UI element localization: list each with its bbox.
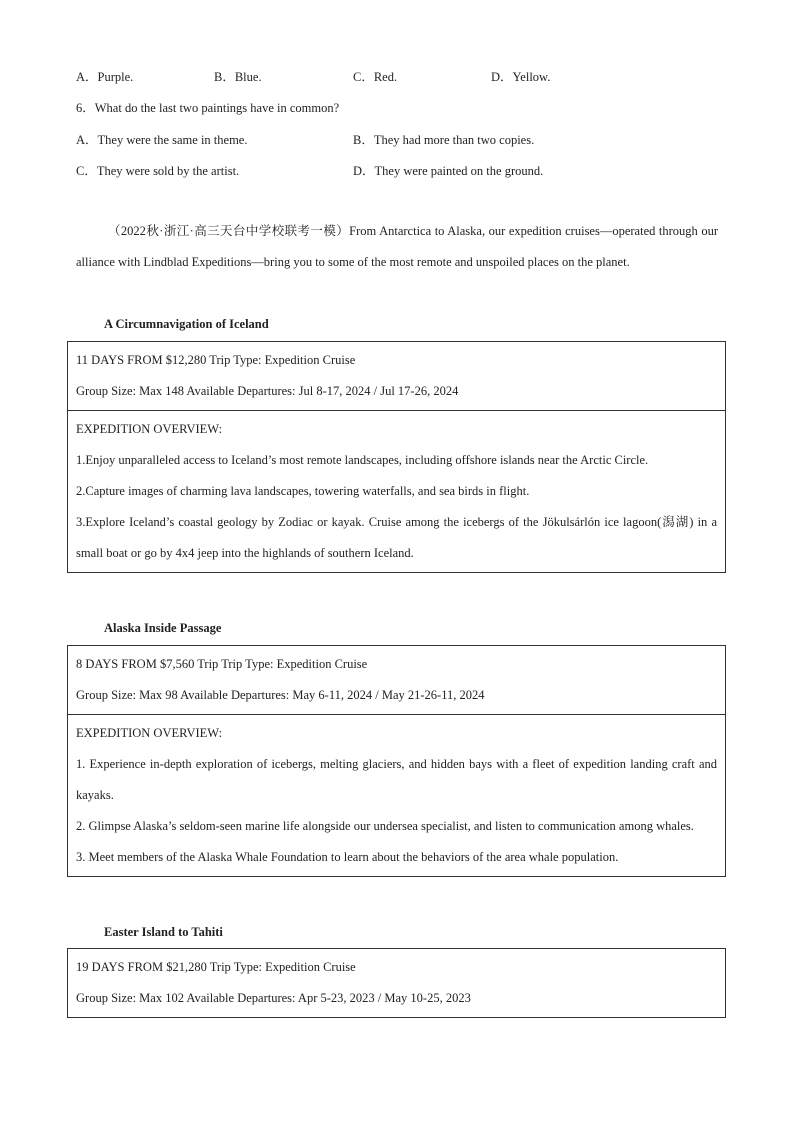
- trip-overview: [68, 410, 725, 572]
- q6-option-d[interactable]: [353, 161, 543, 179]
- option-letter: C．: [353, 70, 374, 84]
- trip-days-price: 8 DAYS FROM $7,560 Trip Trip Type: Expedition Cruise: [76, 657, 368, 671]
- q6-option-b[interactable]: [353, 130, 534, 148]
- option-text: They had more than two copies.: [373, 133, 535, 147]
- option-text: Yellow.: [512, 70, 551, 84]
- overview-label: EXPEDITION OVERVIEW:: [76, 422, 223, 436]
- option-text: They were the same in theme.: [97, 133, 248, 147]
- trip-summary: [68, 342, 725, 410]
- trip-summary: [68, 949, 725, 1017]
- option-letter: D．: [491, 70, 513, 84]
- overview-item: 1. Experience in-depth exploration of icebergs, melting glaciers, and hidden bays with a fleet of expedition landing craft and kayaks.: [76, 757, 717, 802]
- overview-label: EXPEDITION OVERVIEW:: [76, 726, 223, 740]
- option-letter: B．: [214, 70, 235, 84]
- trip-title-easter-island: Easter Island to Tahiti: [104, 925, 223, 939]
- trip-title-alaska: Alaska Inside Passage: [104, 621, 222, 635]
- q5-option-c[interactable]: [353, 67, 397, 85]
- option-letter: D．: [353, 164, 375, 178]
- option-letter: A．: [76, 133, 98, 147]
- trip-group-departures: Group Size: Max 102 Available Departures: Apr 5-23, 2023 / May 10-25, 2023: [76, 991, 471, 1005]
- q6-option-a[interactable]: [76, 130, 247, 148]
- q6-question: 6．What do the last two paintings have in common?: [76, 101, 340, 115]
- trip-group-departures: Group Size: Max 148 Available Departures: Jul 8-17, 2024 / Jul 17-26, 2024: [76, 384, 459, 398]
- q5-options: [0, 67, 794, 85]
- option-text: Red.: [373, 70, 398, 84]
- q6-options-row-1: [0, 130, 794, 148]
- trip-summary: [68, 646, 725, 714]
- overview-item: 2.Capture images of charming lava landscapes, towering waterfalls, and sea birds in flight.: [76, 484, 530, 498]
- trip-title-iceland: A Circumnavigation of Iceland: [104, 317, 269, 331]
- intro-paragraph: （2022秋·浙江·高三天台中学校联考一模）From Antarctica to Alaska, our expedition cruises—operated through our alliance with Lindblad Expeditions—bring you to some of the most remote and unspoiled places on the planet.: [76, 224, 718, 269]
- trip-box-easter-island: [67, 948, 726, 1018]
- option-letter: A．: [76, 70, 98, 84]
- q6-options-row-2: [0, 161, 794, 179]
- q6-option-c[interactable]: [76, 161, 239, 179]
- trip-days-price: 19 DAYS FROM $21,280 Trip Type: Expedition Cruise: [76, 960, 356, 974]
- trip-overview: [68, 714, 725, 876]
- trip-box-alaska: [67, 645, 726, 877]
- overview-item: 2. Glimpse Alaska’s seldom-seen marine life alongside our undersea specialist, and listen to communication among whales.: [76, 819, 694, 833]
- q5-option-b[interactable]: [214, 67, 262, 85]
- overview-item: 1.Enjoy unparalleled access to Iceland’s most remote landscapes, including offshore islands near the Arctic Circle.: [76, 453, 649, 467]
- option-letter: B．: [353, 133, 374, 147]
- trip-box-iceland: [67, 341, 726, 573]
- trip-days-price: 11 DAYS FROM $12,280 Trip Type: Expedition Cruise: [76, 353, 356, 367]
- option-text: They were sold by the artist.: [96, 164, 240, 178]
- option-text: Purple.: [97, 70, 134, 84]
- option-letter: C．: [76, 164, 97, 178]
- q5-option-a[interactable]: [76, 67, 133, 85]
- option-text: They were painted on the ground.: [374, 164, 544, 178]
- q5-option-d[interactable]: [491, 67, 550, 85]
- overview-item: 3. Meet members of the Alaska Whale Foundation to learn about the behaviors of the area whale population.: [76, 850, 619, 864]
- trip-group-departures: Group Size: Max 98 Available Departures: May 6-11, 2024 / May 21-26-11, 2024: [76, 688, 485, 702]
- overview-item: 3.Explore Iceland’s coastal geology by Zodiac or kayak. Cruise among the icebergs of the Jökulsárlón ice lagoon(潟湖) in a small boat or go by 4x4 jeep into the highlands of southern Iceland.: [76, 515, 717, 560]
- option-text: Blue.: [234, 70, 262, 84]
